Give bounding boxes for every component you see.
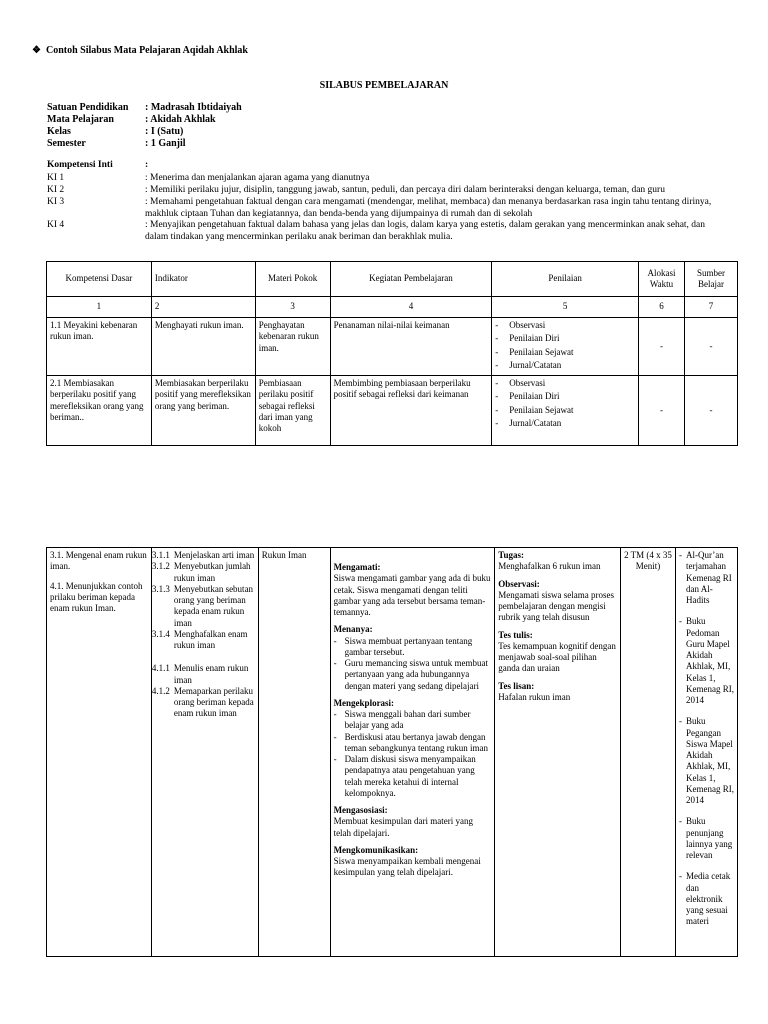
section-title: Tugas: (498, 550, 524, 560)
materi-cell: Penghayatan kebenaran rukun iman. (255, 318, 330, 376)
source-text: Media cetak dan elektronik yang sesuai materi (685, 871, 731, 927)
list-item (495, 418, 635, 429)
materi-cell: Rukun Iman (258, 548, 330, 957)
list-item (334, 732, 492, 755)
kd-cell: 1.1 Meyakini kebenaran rukun iman. (47, 318, 152, 376)
dash-bullet: - (333, 658, 337, 668)
ki-value: : Menyajikan pengetahuan faktual dalam bahasa yang jelas dan logis, dalam karya yang estetis, dalam gerakan yang mencerminkan anak sehat, dan dalam tindakan yang mencerminkan perilaku anak beriman dan berakhlak mulia. (145, 220, 706, 243)
dash-bullet: - (495, 346, 499, 357)
table-number-row (47, 297, 738, 318)
column-header: Alokasi Waktu (639, 262, 685, 297)
dash-bullet: - (495, 378, 499, 388)
indikator-cell (151, 548, 258, 957)
indikator-text: Menyebutkan sebutan orang yang beriman kepada enam rukun iman (173, 583, 254, 628)
section-title: Mengekplorasi: (333, 697, 395, 708)
indikator-item (152, 561, 255, 584)
section-title: Mengamati: (333, 562, 381, 572)
penilaian-item: Jurnal/Catatan (509, 359, 562, 370)
kd-item: 4.1. Menunjukkan contoh prilaku beriman kepada enam rukun Iman. (50, 580, 143, 613)
dash-bullet: - (495, 359, 499, 370)
list-item (495, 333, 635, 344)
column-number: 5 (492, 297, 639, 318)
list-item (495, 405, 635, 416)
alokasi-cell: - (639, 318, 685, 376)
materi-cell: Pembiasaan perilaku positif sebagai refleksi dari iman yang kokoh (255, 376, 330, 446)
dash-bullet: - (333, 731, 337, 742)
indikator-number: 3.1.3 (151, 583, 170, 594)
column-number: 3 (255, 297, 330, 318)
dash-bullet: - (495, 404, 499, 415)
list-item (495, 320, 635, 331)
penilaian-item: Jurnal/Catatan (509, 417, 562, 428)
meta-key: Satuan Pendidikan (47, 102, 129, 113)
column-header: Indikator (151, 262, 255, 297)
ki-row (47, 173, 717, 185)
indikator-text: Menulis enam rukun iman (173, 663, 249, 685)
section-title: Mengkomunikasikan: (333, 844, 419, 855)
section-text: Tes kemampuan kognitif dengan menjawab soal-soal pilihan ganda dan uraian (498, 640, 616, 674)
indikator-text: Menyebutkan jumlah rukun iman (173, 561, 251, 583)
ki-row (47, 220, 717, 244)
penilaian-item: Observasi (509, 378, 546, 388)
indikator-number: 3.1.4 (151, 628, 170, 639)
section-title: Tes lisan: (498, 680, 535, 691)
diamond-bullet-icon: ❖ (32, 45, 41, 56)
column-header: Materi Pokok (255, 262, 330, 297)
source-item (679, 816, 734, 861)
dash-bullet: - (495, 320, 499, 330)
section-text: Siswa mengamati gambar yang ada di buku cetak. Siswa mengamati dengan teliti gambar yang ada tersebut bersama teman-temannya. (333, 573, 491, 617)
list-item (334, 709, 492, 732)
meta-row (47, 138, 242, 150)
meta-row (47, 114, 242, 126)
dash-bullet: - (678, 716, 682, 727)
ki-heading (47, 160, 717, 172)
meta-key: Kelas (47, 126, 71, 137)
indikator-text: Menjelaskan arti iman (173, 550, 255, 560)
ki-value: : Memahami pengetahuan faktual dengan cara mengamati (mendengar, melihat, membaca) dan menanya berdasarkan rasa ingin tahu tentang dirinya, makhluk ciptaan Tuhan dan kegiatannya, dan benda-benda yang dijumpainya di rumah dan di sekolah (145, 196, 712, 219)
ki-value: : Memiliki perilaku jujur, disiplin, tanggung jawab, santun, peduli, dan percaya diri dalam berinteraksi dengan keluarga, teman, dan guru (145, 184, 665, 195)
indikator-cell: Menghayati rukun iman. (151, 318, 255, 376)
list-text: Berdiskusi atau bertanya jawab dengan teman sebangkunya tentang rukun iman (344, 731, 489, 753)
dash-bullet: - (678, 550, 682, 560)
section-text: Mengamati siswa selama proses pembelajaran dengan mengisi rubrik yang telah disusun (498, 589, 615, 623)
table-header-row (47, 262, 738, 297)
list-item (334, 754, 492, 799)
section-text: Siswa menyampaikan kembali mengenai kesimpulan yang telah dipelajari. (333, 856, 481, 878)
document-heading (32, 45, 248, 58)
ki-key: KI 2 (47, 184, 65, 195)
list-text: Guru memancing siswa untuk membuat pertanyaan yang ada hubungannya dengan materi yang sedang dipelajari (344, 658, 489, 691)
dash-bullet: - (678, 871, 682, 882)
source-text: Al-Qur’an terjamahan Kemenag RI dan Al-Hadits (685, 550, 732, 605)
indikator-number: 4.1.1 (151, 663, 170, 674)
dash-bullet: - (495, 333, 499, 344)
column-number: 1 (47, 297, 152, 318)
penilaian-item: Observasi (509, 320, 546, 330)
dash-bullet: - (333, 635, 337, 646)
kd-cell: 2.1 Membiasakan berperilaku positif yang merefleksikan orang yang beriman.. (47, 376, 152, 446)
ki-key: KI 3 (47, 196, 65, 207)
ki-row (47, 185, 717, 197)
list-item (495, 391, 635, 402)
penilaian-cell (492, 376, 639, 446)
heading-text: Contoh Silabus Mata Pelajaran Aqidah Akhlak (46, 45, 248, 56)
indikator-cell: Membiasakan berperilaku positif yang merefleksikan orang yang beriman. (151, 376, 255, 446)
meta-key: Semester (47, 138, 86, 149)
column-header: Penilaian (492, 262, 639, 297)
column-number: 6 (639, 297, 685, 318)
meta-value: : Madrasah Ibtidaiyah (145, 102, 242, 113)
list-text: Dalam diskusi siswa menyampaikan pendapatnya atau pengetahuan yang telah mereka ketahui di internal kelompoknya. (344, 754, 476, 798)
indikator-text: Menghafalkan enam rukun iman (173, 628, 248, 650)
meta-key: Mata Pelajaran (47, 114, 114, 125)
list-item (495, 378, 635, 389)
dash-bullet: - (678, 616, 682, 627)
indikator-item (152, 629, 255, 652)
source-item (679, 871, 734, 927)
section-text: Hafalan rukun iman (498, 691, 571, 702)
penilaian-item: Penilaian Sejawat (509, 404, 574, 415)
indikator-text: Memaparkan perilaku orang beriman kepada enam rukun iman (173, 685, 254, 719)
kompetensi-inti-block (47, 160, 717, 244)
indikator-item (152, 663, 255, 686)
column-header: Sumber Belajar (685, 262, 738, 297)
source-item (679, 616, 734, 706)
meta-row (47, 126, 242, 138)
penilaian-cell (492, 318, 639, 376)
source-item (679, 550, 734, 606)
ki-key: KI 4 (47, 220, 65, 231)
meta-value: : 1 Ganjil (145, 138, 186, 149)
list-item (334, 636, 492, 659)
penilaian-cell (495, 548, 621, 957)
sumber-cell: - (685, 376, 738, 446)
ki-heading-key: Kompetensi Inti (47, 160, 113, 170)
page-title: SILABUS PEMBELAJARAN (319, 80, 449, 91)
dash-bullet: - (333, 709, 337, 719)
alokasi-cell: - (639, 376, 685, 446)
sumber-cell (675, 548, 737, 957)
identity-block (47, 102, 242, 150)
list-item (495, 360, 635, 371)
section-title: Mengasosiasi: (333, 805, 388, 815)
meta-value: : I (Satu) (145, 126, 184, 137)
kegiatan-cell (330, 548, 495, 957)
source-item (679, 716, 734, 806)
dash-bullet: - (495, 391, 499, 402)
column-number: 2 (151, 297, 255, 318)
source-text: Buku Pedoman Guru Mapel Akidah Akhlak, MI, Kelas 1, Kemenag RI, 2014 (685, 616, 734, 705)
indikator-number: 3.1.2 (151, 561, 170, 572)
meta-row (47, 102, 242, 114)
penilaian-item: Penilaian Diri (509, 391, 560, 402)
indikator-item (152, 550, 255, 561)
section-title: Tes tulis: (498, 629, 533, 640)
list-item (334, 658, 492, 692)
alokasi-cell: 2 TM (4 x 35 Menit) (621, 548, 676, 957)
column-header: Kompetensi Dasar (47, 262, 152, 297)
table-row (47, 548, 738, 957)
ki-row (47, 197, 717, 221)
column-header: Kegiatan Pembelajaran (330, 262, 492, 297)
indikator-number: 3.1.1 (151, 550, 170, 560)
source-text: Buku penunjang lainnya yang relevan (685, 816, 733, 860)
column-number: 7 (685, 297, 738, 318)
kd-cell (47, 548, 152, 957)
section-title: Menanya: (333, 624, 373, 635)
section-title: Observasi: (498, 578, 540, 589)
indikator-item (152, 686, 255, 720)
dash-bullet: - (333, 754, 337, 764)
kegiatan-cell: Membimbing pembiasaan berperilaku positif sebagai refleksi dari keimanan (330, 376, 492, 446)
table-row (47, 376, 738, 446)
ki-heading-value: : (145, 160, 149, 170)
indikator-number: 4.1.2 (151, 685, 170, 696)
ki-value: : Menerima dan menjalankan ajaran agama yang dianutnya (145, 172, 370, 183)
syllabus-table-detail (46, 547, 738, 957)
kegiatan-cell: Penanaman nilai-nilai keimanan (330, 318, 492, 376)
penilaian-item: Penilaian Diri (509, 333, 560, 344)
indikator-item (152, 584, 255, 629)
list-text: Siswa menggali bahan dari sumber belajar yang ada (344, 709, 471, 731)
list-item (495, 347, 635, 358)
dash-bullet: - (495, 417, 499, 428)
sumber-cell: - (685, 318, 738, 376)
dash-bullet: - (678, 816, 682, 827)
ki-key: KI 1 (47, 172, 65, 183)
table-row (47, 318, 738, 376)
syllabus-table-summary (46, 261, 738, 446)
penilaian-item: Penilaian Sejawat (509, 346, 574, 357)
list-text: Siswa membuat pertanyaan tentang gambar tersebut. (344, 635, 473, 657)
source-text: Buku Pegangan Siswa Mapel Akidah Akhlak, MI, Kelas 1, Kemenag RI, 2014 (685, 716, 734, 805)
section-text: Membuat kesimpulan dari materi yang telah dipelajari. (333, 816, 474, 838)
meta-value: : Akidah Akhlak (145, 114, 216, 125)
column-number: 4 (330, 297, 492, 318)
section-text: Menghafalkan 6 rukun iman (498, 561, 601, 572)
kd-item: 3.1. Mengenal enam rukun iman. (50, 550, 147, 572)
